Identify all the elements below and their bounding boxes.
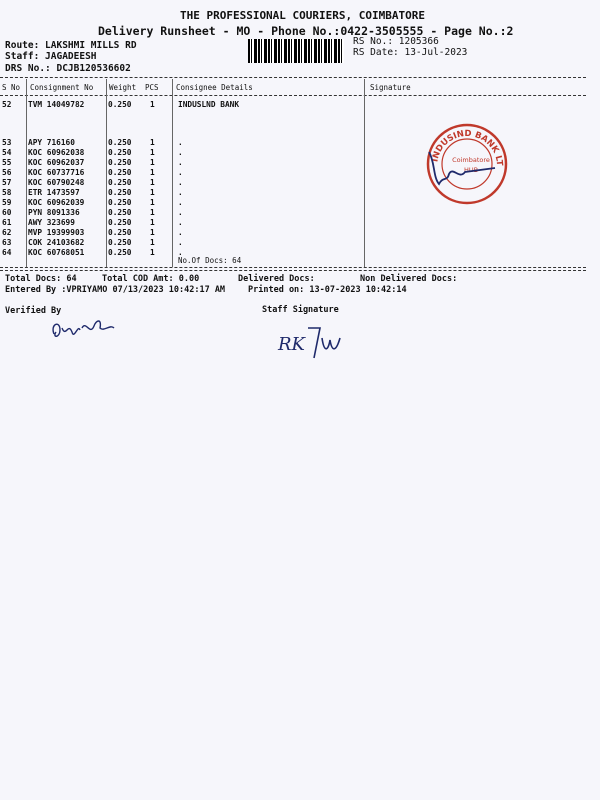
- cell-consignment: KOC 60737716: [28, 168, 85, 177]
- cell-weight: 0.250: [108, 208, 132, 217]
- cell-weight: 0.250: [108, 248, 132, 257]
- cell-weight: 0.250: [108, 198, 132, 207]
- company-title: THE PROFESSIONAL COURIERS, COIMBATORE: [179, 9, 426, 22]
- cell-weight: 0.250: [108, 100, 132, 109]
- col-header-consignment: Consignment No: [30, 83, 94, 92]
- cell-weight: 0.250: [108, 218, 132, 227]
- cell-consignee: .: [178, 178, 183, 187]
- cell-sno: 59: [2, 198, 12, 207]
- cell-consignment: PYN 8091336: [28, 208, 80, 217]
- cell-consignee: INDUSLND BANK: [178, 100, 240, 109]
- cell-pcs: 1: [150, 208, 155, 217]
- column-divider: [364, 79, 365, 267]
- cell-sno: 60: [2, 208, 12, 217]
- col-header-signature: Signature: [370, 83, 411, 92]
- total-docs: Total Docs: 64: [5, 274, 77, 284]
- col-header-pcs: PCS: [145, 83, 159, 92]
- cell-consignment: COK 24103682: [28, 238, 85, 247]
- table-bottom-rule: [0, 267, 586, 268]
- cell-consignee: .: [178, 158, 183, 167]
- cell-sno: 58: [2, 188, 12, 197]
- no-of-docs: No.Of Docs: 64: [178, 256, 242, 265]
- column-divider: [172, 79, 173, 267]
- col-header-sno: S No: [2, 83, 21, 92]
- cell-sno: 63: [2, 238, 12, 247]
- column-divider: [106, 79, 107, 267]
- header-bottom-rule: [0, 95, 586, 96]
- barcode-image: [248, 39, 344, 63]
- cell-sno: 57: [2, 178, 12, 187]
- svg-text:RK: RK: [278, 334, 305, 355]
- cell-consignee: .: [178, 228, 183, 237]
- cell-weight: 0.250: [108, 148, 132, 157]
- cell-consignee: .: [178, 238, 183, 247]
- cell-pcs: 1: [150, 188, 155, 197]
- cell-consignee: .: [178, 248, 183, 257]
- cell-consignee: .: [178, 218, 183, 227]
- entered-by: Entered By :VPRIYAMO 07/13/2023 10:42:17 AM: [5, 285, 226, 295]
- cell-consignee: .: [178, 148, 183, 157]
- cell-sno: 56: [2, 168, 12, 177]
- cell-consignee: .: [178, 138, 183, 147]
- cell-pcs: 1: [150, 218, 155, 227]
- printed-on: Printed on: 13-07-2023 10:42:14: [248, 285, 407, 295]
- cell-weight: 0.250: [108, 168, 132, 177]
- cell-consignment: ETR 1473597: [28, 188, 80, 197]
- cell-consignee: .: [178, 208, 183, 217]
- cell-sno: 61: [2, 218, 12, 227]
- cell-consignee: .: [178, 188, 183, 197]
- delivered-docs: Delivered Docs:: [238, 274, 315, 284]
- svg-text:Coimbatore: Coimbatore: [452, 156, 490, 164]
- cell-sno: 53: [2, 138, 12, 147]
- cell-consignment: AWY 323699: [28, 218, 75, 227]
- cell-sno: 64: [2, 248, 12, 257]
- cell-pcs: 1: [150, 248, 155, 257]
- cell-consignment: KOC 60962038: [28, 148, 85, 157]
- bank-stamp-image: [425, 122, 509, 206]
- staff-label: Staff: JAGADEESH: [5, 51, 97, 62]
- cell-consignment: KOC 60768051: [28, 248, 85, 257]
- cell-consignment: APY 716160: [28, 138, 75, 147]
- col-header-weight: Weight: [109, 83, 137, 92]
- cell-consignment: KOC 60962039: [28, 198, 85, 207]
- staff-signature-label: Staff Signature: [262, 305, 339, 315]
- cell-pcs: 1: [150, 138, 155, 147]
- cell-weight: 0.250: [108, 188, 132, 197]
- staff-signature-image: [276, 322, 346, 362]
- column-divider: [26, 79, 27, 267]
- cell-pcs: 1: [150, 238, 155, 247]
- col-header-consignee: Consignee Details: [176, 83, 253, 92]
- total-cod-amount: Total COD Amt: 0.00: [102, 274, 200, 284]
- cell-pcs: 1: [150, 178, 155, 187]
- cell-consignee: .: [178, 198, 183, 207]
- table-top-rule: [0, 77, 586, 78]
- cell-pcs: 1: [150, 100, 155, 109]
- cell-pcs: 1: [150, 198, 155, 207]
- runsheet-subtitle: Delivery Runsheet - MO - Phone No.:0422-3505555 - Page No.:2: [98, 24, 514, 38]
- cell-weight: 0.250: [108, 178, 132, 187]
- cell-sno: 62: [2, 228, 12, 237]
- drs-number: DRS No.: DCJB120536602: [5, 63, 131, 74]
- route-label: Route: LAKSHMI MILLS RD: [5, 40, 137, 51]
- cell-weight: 0.250: [108, 138, 132, 147]
- cell-sno: 52: [2, 100, 12, 109]
- cell-weight: 0.250: [108, 228, 132, 237]
- cell-pcs: 1: [150, 168, 155, 177]
- svg-text:INDUSIND BANK LTD.: INDUSIND BANK LT: [430, 128, 505, 167]
- verified-by-label: Verified By: [5, 306, 62, 316]
- rs-number: RS No.: 1205366: [353, 36, 439, 47]
- cell-pcs: 1: [150, 158, 155, 167]
- rs-date: RS Date: 13-Jul-2023: [353, 47, 468, 58]
- cell-pcs: 1: [150, 228, 155, 237]
- cell-consignment: KOC 60962037: [28, 158, 85, 167]
- cell-consignment: TVM 14049782: [28, 100, 85, 109]
- cell-weight: 0.250: [108, 158, 132, 167]
- svg-text:HUB: HUB: [463, 166, 479, 174]
- footer-rule: [0, 270, 586, 271]
- cell-consignment: MVP 19399903: [28, 228, 85, 237]
- cell-consignee: .: [178, 168, 183, 177]
- cell-sno: 54: [2, 148, 12, 157]
- cell-pcs: 1: [150, 148, 155, 157]
- cell-consignment: KOC 60790248: [28, 178, 85, 187]
- non-delivered-docs: Non Delivered Docs:: [360, 274, 458, 284]
- verified-signature-image: [48, 314, 118, 346]
- cell-weight: 0.250: [108, 238, 132, 247]
- cell-sno: 55: [2, 158, 12, 167]
